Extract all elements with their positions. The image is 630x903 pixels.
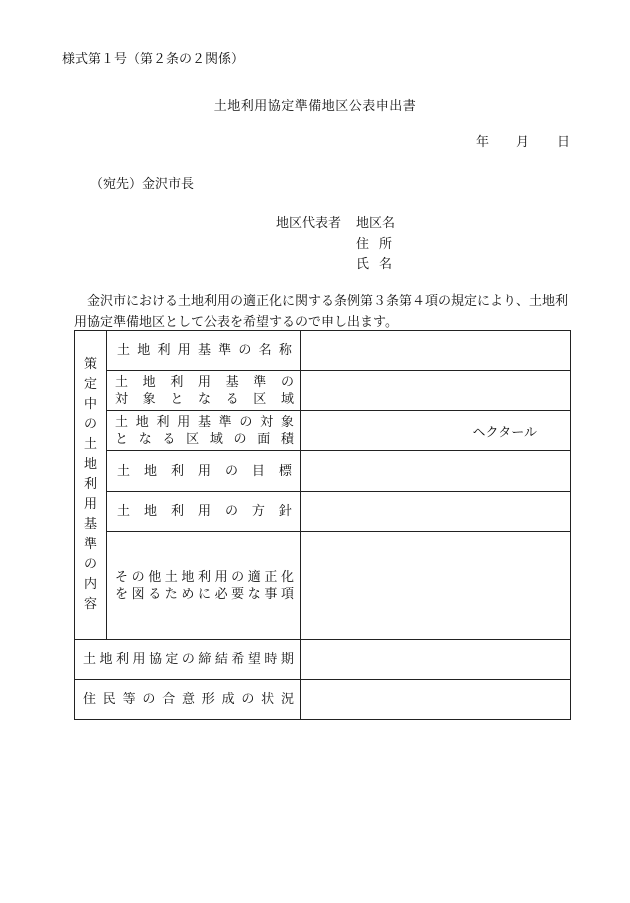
- row-label-area-size: 土 地 利 用 基 準 の 対 象 と な る 区 域 の 面 積: [107, 411, 301, 451]
- document-title: 土地利用協定準備地区公表申出書: [213, 99, 417, 114]
- row-value-consensus[interactable]: [301, 680, 571, 720]
- row-value-conclusion-timing[interactable]: [301, 640, 571, 680]
- addressee: （宛先）金沢市長: [90, 177, 195, 192]
- side-label: 策 定 中 の 土 地 利 用 基 準 の 内 容: [83, 357, 97, 612]
- row-label-area: 土 地 利 用 基 準 の 対 象 と な る 区 域: [107, 371, 301, 411]
- row-label-name: 土 地 利 用 基 準 の 名 称: [107, 331, 301, 371]
- form-number: 様式第１号（第２条の２関係）: [62, 52, 245, 67]
- side-label-cell: [75, 331, 107, 640]
- row-label-consensus: 住 民 等 の 合 意 形 成 の 状 況: [75, 680, 301, 720]
- address-label: 住 所: [356, 237, 392, 252]
- row-value-other[interactable]: [301, 532, 571, 640]
- district-name-label: 地区名: [356, 216, 396, 231]
- date-day-label: 日: [557, 135, 571, 150]
- row-value-area-size[interactable]: [301, 411, 571, 451]
- row-value-area[interactable]: [301, 371, 571, 411]
- name-label: 氏 名: [356, 257, 392, 272]
- statement-paragraph: 金沢市における土地利用の適正化に関する条例第３条第４項の規定により、土地利用協定準備地区として公表を希望するので申し出ます。: [74, 294, 569, 330]
- row-label-goal: 土 地 利 用 の 目 標: [107, 451, 301, 492]
- row-value-goal[interactable]: [301, 451, 571, 492]
- hectare-unit: ヘクタール: [472, 425, 537, 440]
- date-year-label: 年: [476, 135, 490, 150]
- representative-label: 地区代表者: [276, 216, 342, 231]
- application-table: [74, 330, 571, 720]
- row-label-conclusion-timing: 土 地 利 用 協 定 の 締 結 希 望 時 期: [75, 640, 301, 680]
- date-month-label: 月: [516, 135, 530, 150]
- row-label-policy: 土 地 利 用 の 方 針: [107, 492, 301, 532]
- row-label-other: そ の 他 土 地 利 用 の 適 正 化 を 図 る た め に 必 要 な 事 項: [107, 532, 301, 640]
- row-value-name[interactable]: [301, 331, 571, 371]
- row-value-policy[interactable]: [301, 492, 571, 532]
